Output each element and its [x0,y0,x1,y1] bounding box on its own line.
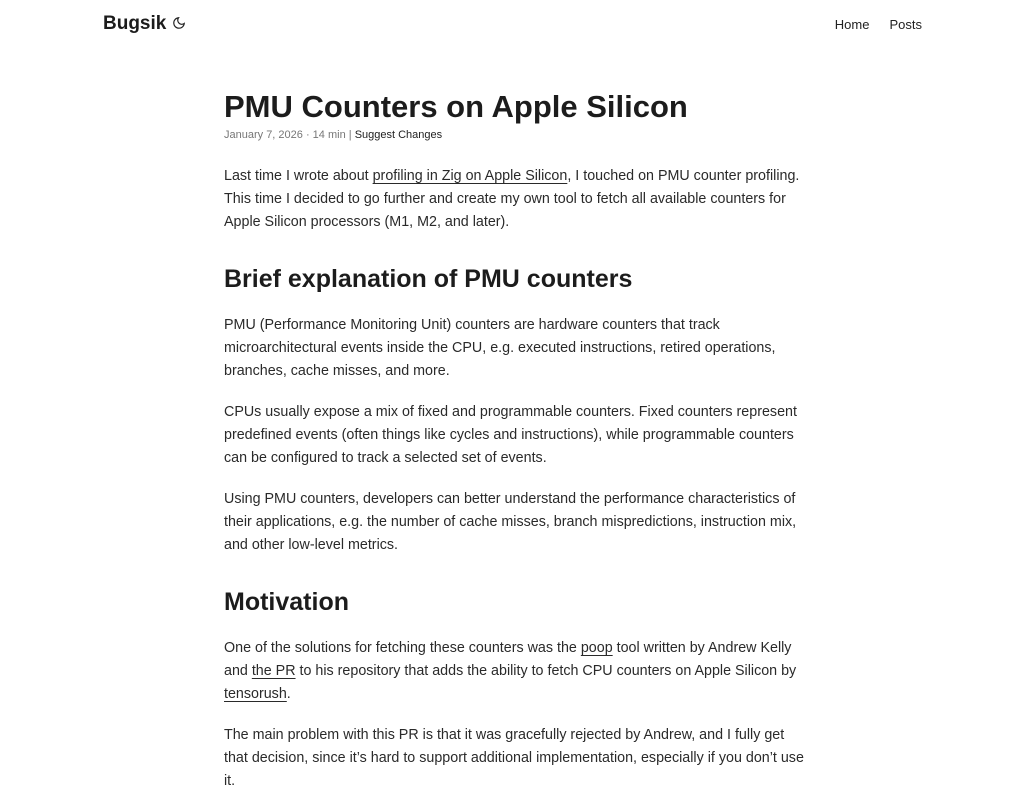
meta-pipe: | [345,129,355,141]
text: , I touched on PMU counter profiling. This time I decided to go further and create my own tool to fetch all available counters for Apple Silicon processors (M1, M2, and later). [224,168,800,230]
section-heading: Motivation [224,588,349,616]
page-title: PMU Counters on Apple Silicon [224,89,688,124]
suggest-changes-link[interactable]: Suggest Changes [354,129,443,141]
text: . [286,686,291,702]
post-content [224,86,804,793]
paragraph: The main problem with this PR is that it was gracefully rejected by Andrew, and I fully get that decision, since it’s hard to support additional implementation, especially if you don’t use it. [224,727,804,789]
section-heading: Brief explanation of PMU counters [224,265,633,293]
read-time: 14 min [312,129,346,141]
meta-separator: · [302,129,313,141]
paragraph [224,637,804,706]
poop-link[interactable]: poop [580,640,613,656]
paragraph: PMU (Performance Monitoring Unit) counters are hardware counters that track microarchitectural events inside the CPU, e.g. executed instructions, retired operations, branches, cache misses, and more. [224,317,776,379]
moon-icon[interactable] [172,16,188,32]
site-logo[interactable]: Bugsik [103,13,167,34]
text: to his repository that adds the ability to fetch CPU counters on Apple Silicon by [295,663,797,679]
paragraph [224,165,804,234]
site-header [0,0,1024,50]
paragraph: CPUs usually expose a mix of fixed and programmable counters. Fixed counters represent predefined events (often things like cycles and instructions), while programmable counters can be configured to track a selected set of events. [224,404,797,466]
profiling-zig-link[interactable]: profiling in Zig on Apple Silicon [372,168,568,184]
nav-home[interactable]: Home [834,17,870,32]
paragraph: Using PMU counters, developers can better understand the performance characteristics of their applications, e.g. the number of cache misses, branch mispredictions, instruction mix, and other low-level metrics. [224,491,797,553]
post-date: January 7, 2026 [224,129,303,141]
text: Last time I wrote about [224,168,373,184]
pr-link[interactable]: the PR [251,663,296,679]
nav-posts[interactable]: Posts [889,17,922,32]
tensorush-link[interactable]: tensorush [224,686,287,702]
post-meta [224,128,804,142]
text: tool written by Andrew Kelly and [224,640,792,679]
text: One of the solutions for fetching these counters was the [224,640,581,656]
main-nav [835,17,922,32]
